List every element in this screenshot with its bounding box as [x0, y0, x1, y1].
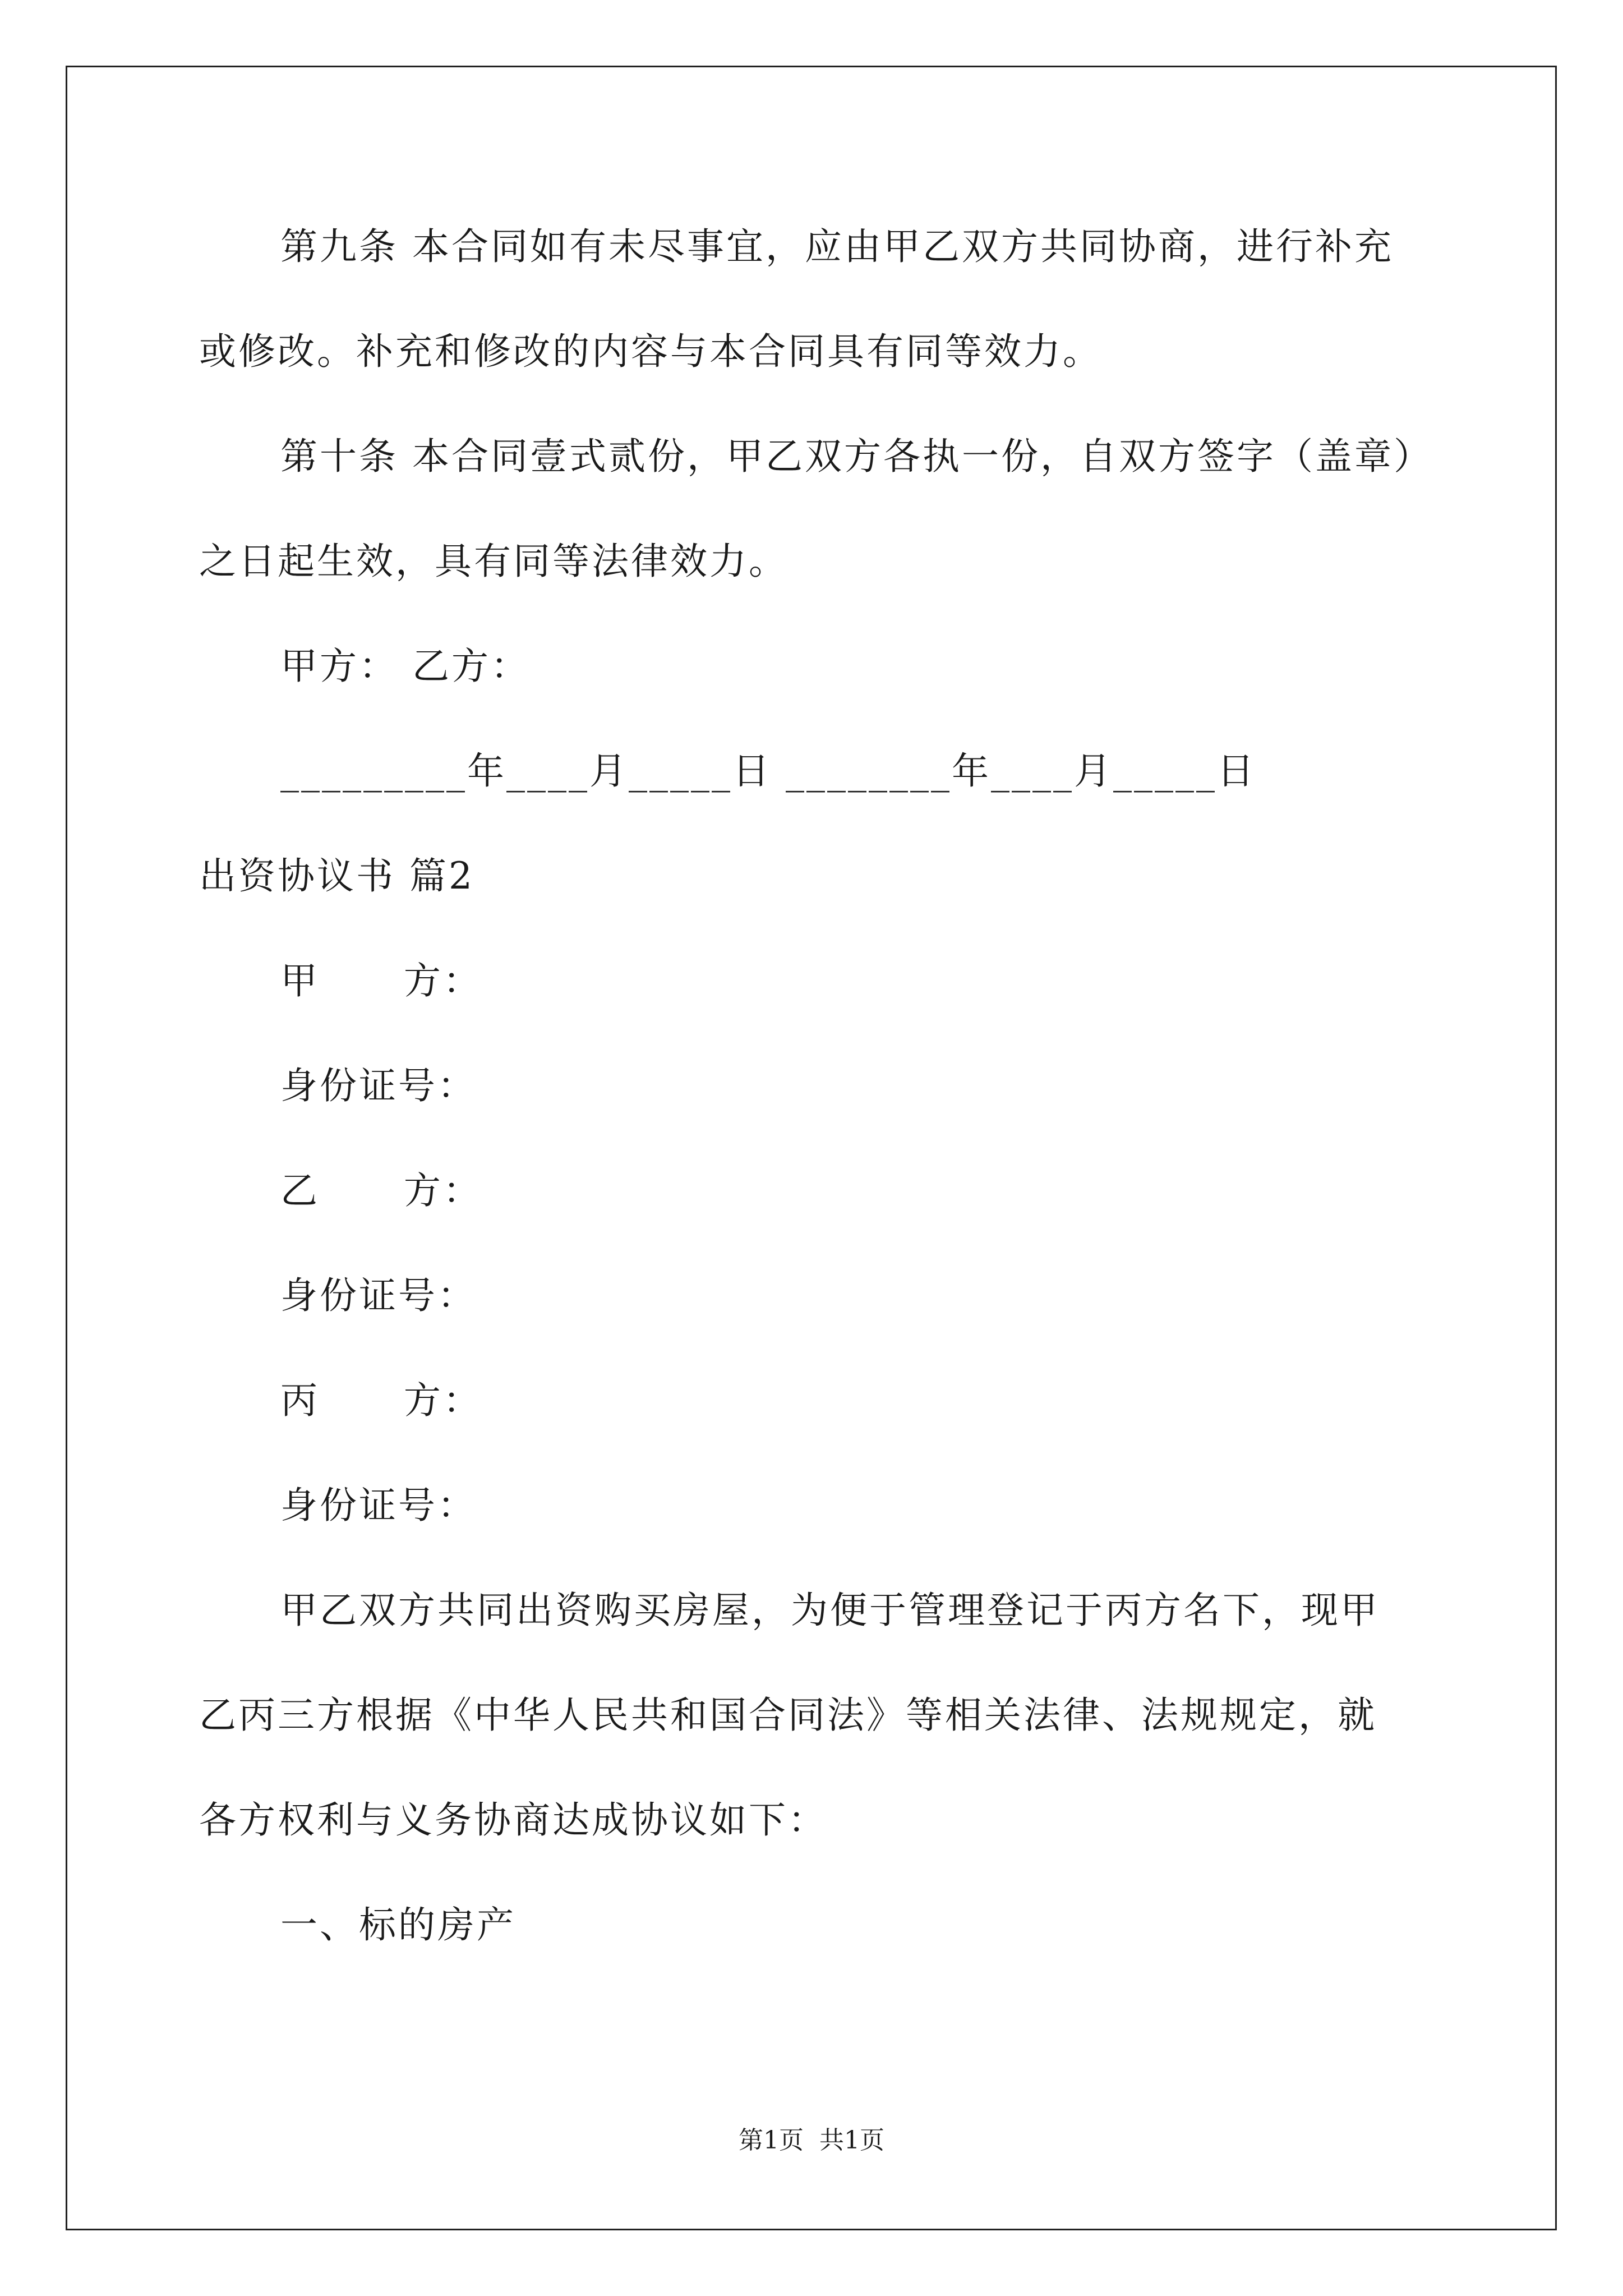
- preamble-line-3: 各方权利与义务协商达成协议如下：: [199, 1798, 827, 1842]
- article-9-line-2: 或修改。补充和修改的内容与本合同具有同等效力。: [199, 330, 1102, 373]
- article-10-line-2: 之日起生效，具有同等法律效力。: [199, 540, 788, 583]
- party-c-id-label: 身份证号：: [280, 1484, 477, 1527]
- article-10-line-1: 第十条 本合同壹式贰份，甲乙双方各执一份，自双方签字（盖章）: [280, 435, 1433, 478]
- signature-parties-line: 甲方： 乙方：: [280, 645, 530, 688]
- signature-date-line: _________年____月_____日 ________年____月_____日: [280, 749, 1256, 793]
- preamble-line-2: 乙丙三方根据《中华人民共和国合同法》等相关法律、法规规定，就: [199, 1694, 1377, 1737]
- section-heading-part-2: 出资协议书 篇2: [199, 854, 474, 898]
- party-c-label: 丙 方：: [280, 1379, 482, 1422]
- party-b-id-label: 身份证号：: [280, 1274, 477, 1317]
- party-b-label: 乙 方：: [280, 1169, 482, 1212]
- page-number-footer: 第1页 共1页: [739, 2126, 884, 2155]
- party-a-label: 甲 方：: [280, 959, 482, 1002]
- clause-1-heading: 一、标的房产: [280, 1903, 516, 1947]
- preamble-line-1: 甲乙双方共同出资购买房屋，为便于管理登记于丙方名下，现甲: [280, 1589, 1380, 1632]
- article-9-line-1: 第九条 本合同如有未尽事宜，应由甲乙双方共同协商，进行补充: [280, 225, 1394, 268]
- party-a-id-label: 身份证号：: [280, 1064, 477, 1107]
